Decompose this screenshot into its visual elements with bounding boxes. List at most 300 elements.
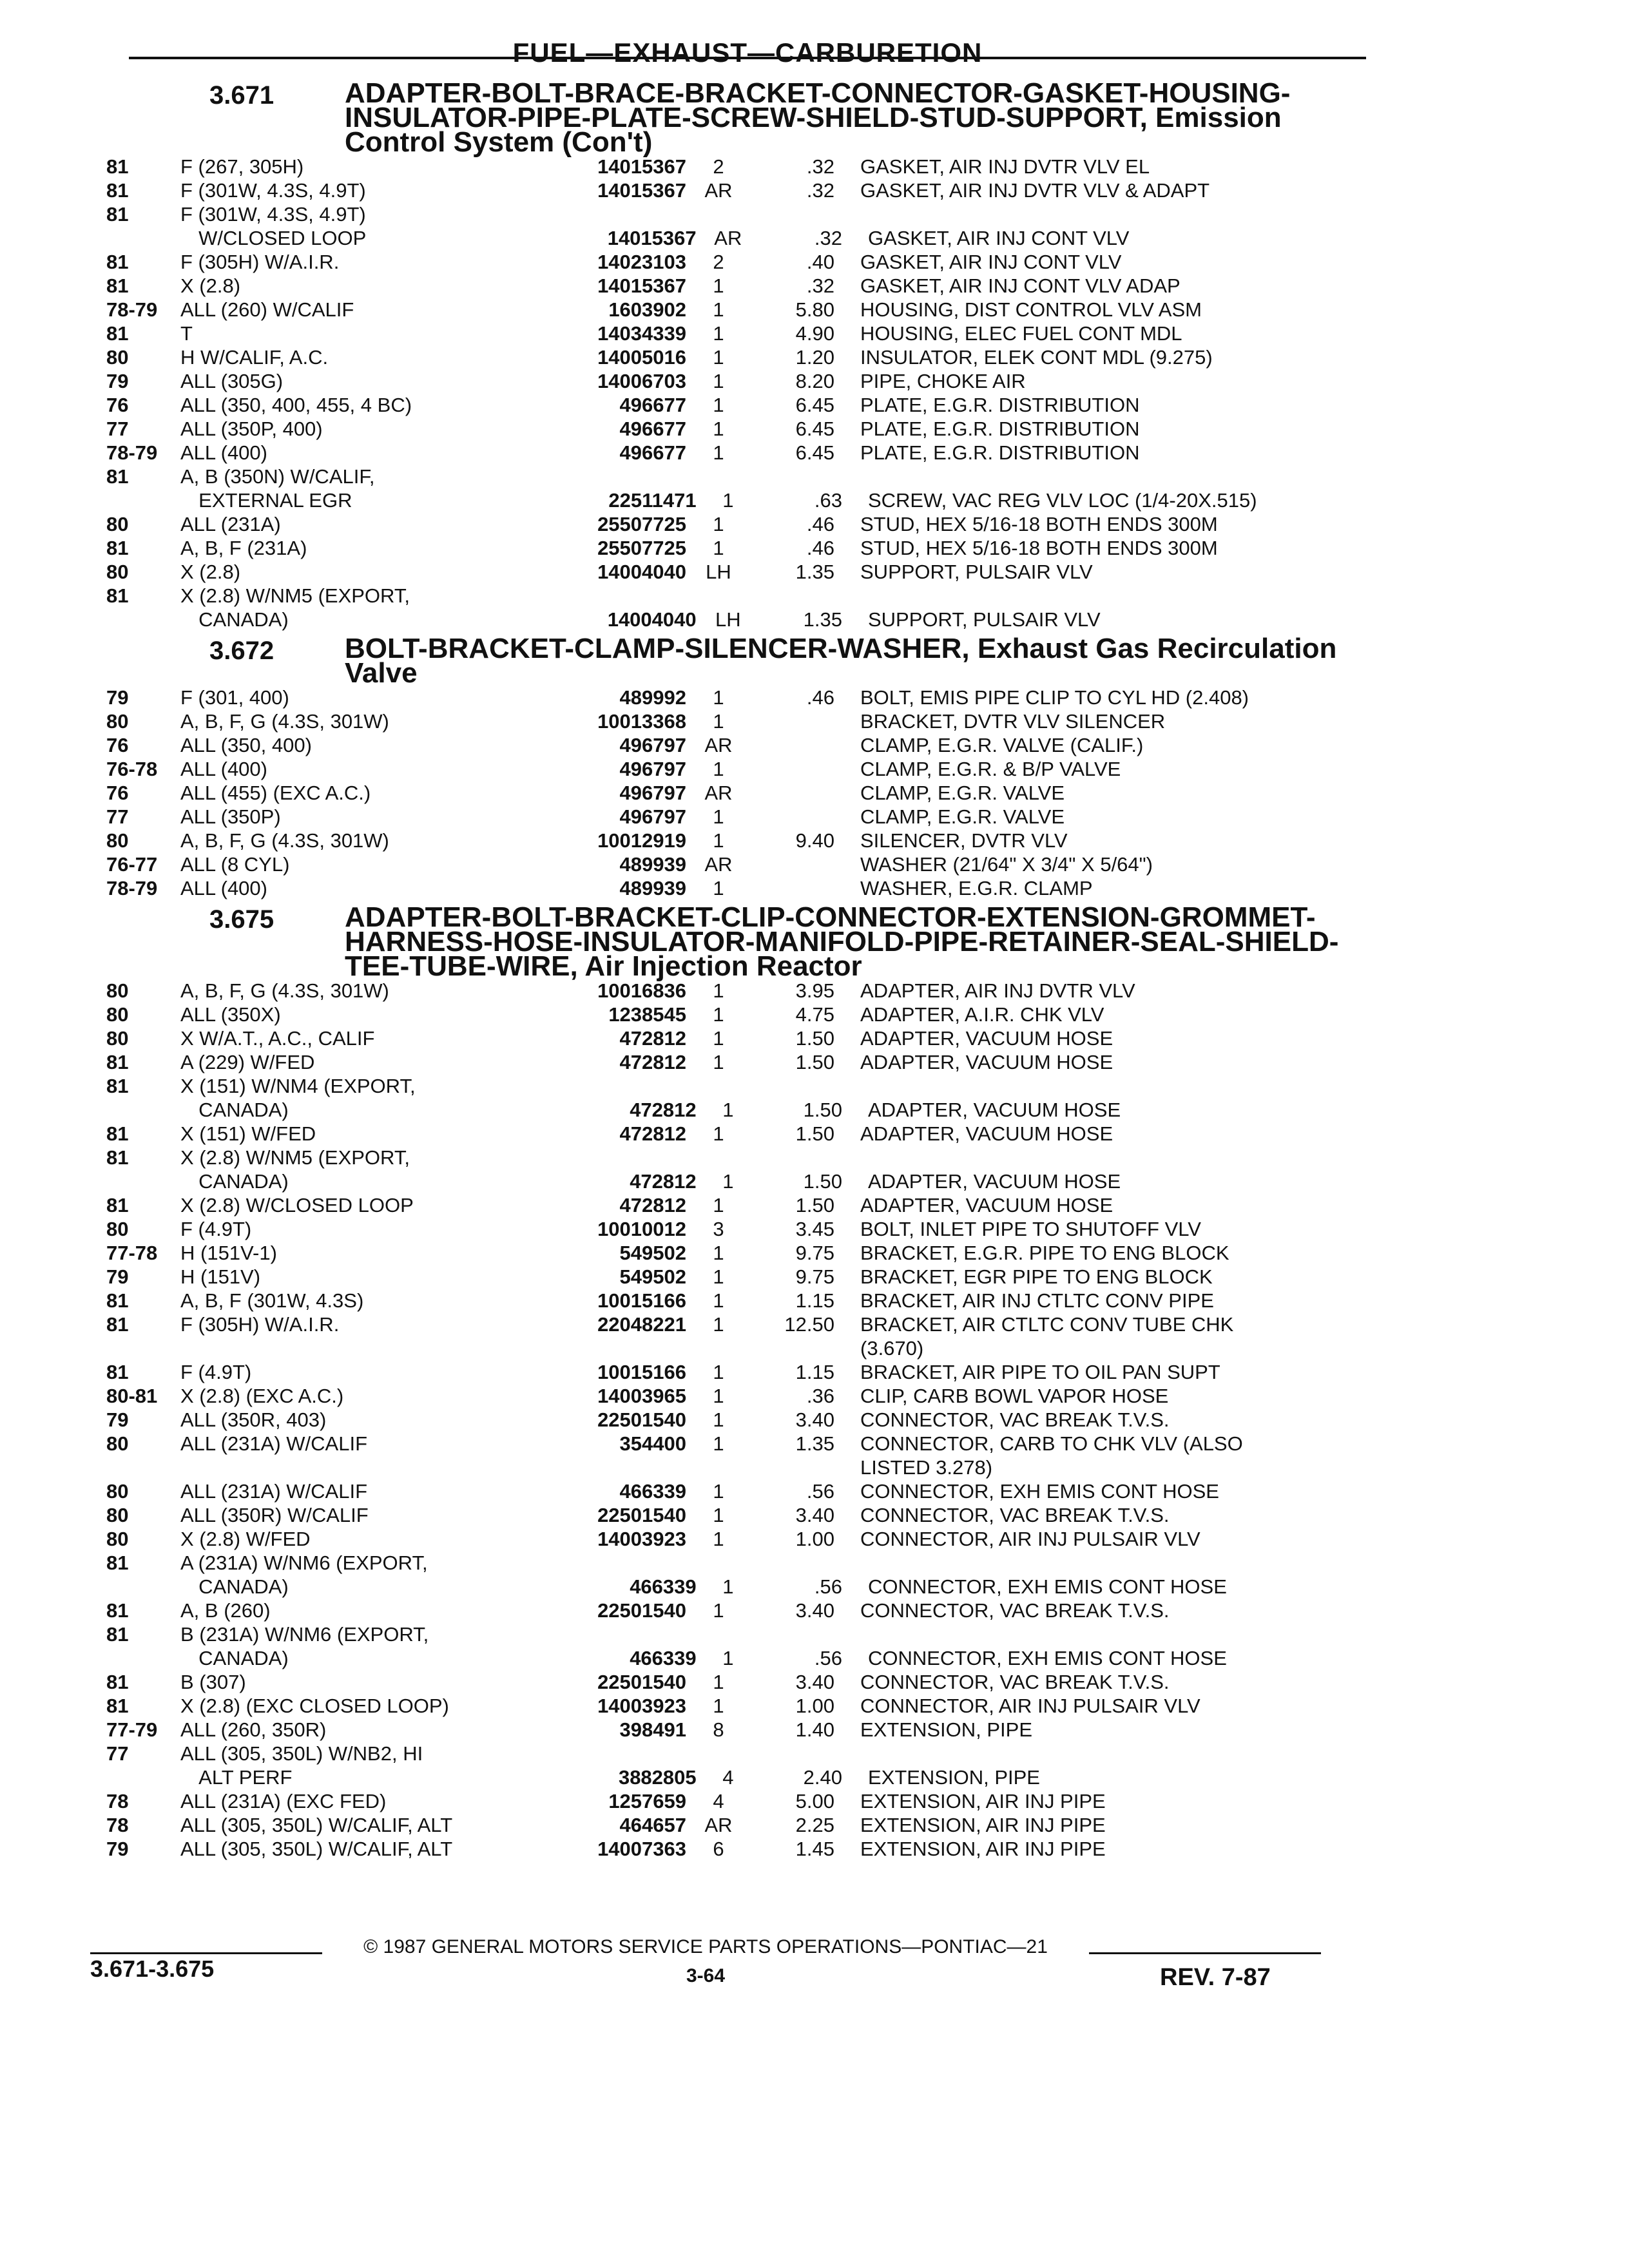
quantity: 1 <box>713 1695 724 1717</box>
model-year <box>106 1098 179 1122</box>
part-number: 14003923 <box>597 1695 686 1717</box>
parts-row <box>106 733 1344 757</box>
parts-row <box>106 1146 1344 1169</box>
application: F (305H) W/A.I.R. <box>180 251 340 273</box>
parts-row <box>106 1718 1344 1742</box>
quantity: 4 <box>722 1766 734 1789</box>
price: 5.00 <box>795 1790 834 1812</box>
application: A, B, F (231A) <box>180 537 307 559</box>
price: 4.75 <box>795 1003 834 1026</box>
price: 5.80 <box>795 298 834 321</box>
quantity <box>686 1146 751 1169</box>
model-year: 80 <box>106 1003 129 1026</box>
parts-row <box>106 1837 1344 1861</box>
part-number: 14023103 <box>597 251 686 273</box>
application: ALL (305, 350L) W/CALIF, ALT <box>180 1814 453 1836</box>
part-description: CONNECTOR, EXH EMIS CONT HOSE <box>867 1575 1227 1598</box>
part-description <box>860 465 1344 488</box>
quantity: 6 <box>713 1838 724 1860</box>
model-year: 77 <box>106 805 129 828</box>
part-description <box>860 1074 1344 1098</box>
application: ALL (350R) W/CALIF <box>180 1504 369 1526</box>
quantity: 1 <box>713 1480 724 1503</box>
price: 1.35 <box>795 1432 834 1455</box>
application: ALL (305G) <box>180 370 284 392</box>
part-description: ADAPTER, VACUUM HOSE <box>860 1051 1113 1073</box>
part-description <box>860 202 1344 226</box>
parts-row <box>106 1646 1344 1670</box>
parts-row <box>106 1169 1344 1193</box>
quantity: AR <box>704 179 733 202</box>
price: 12.50 <box>784 1313 834 1336</box>
price: .56 <box>814 1647 842 1669</box>
model-year: 80 <box>106 710 129 733</box>
parts-row <box>106 686 1344 709</box>
part-number: 466339 <box>630 1575 697 1598</box>
price: 1.00 <box>795 1695 834 1717</box>
application: X (2.8) (EXC A.C.) <box>180 1385 344 1407</box>
model-year: 78 <box>106 1814 129 1836</box>
application: F (4.9T) <box>180 1361 252 1383</box>
model-year: 80 <box>106 1504 129 1526</box>
model-year: 76-78 <box>106 758 158 780</box>
application: CANADA) <box>198 608 289 631</box>
parts-row <box>106 709 1344 733</box>
model-year: 81 <box>106 1552 129 1574</box>
model-year: 81 <box>106 1361 129 1383</box>
quantity: 1 <box>713 394 724 416</box>
parts-row <box>106 488 1344 512</box>
part-number: 14015367 <box>597 274 686 297</box>
part-number: 496677 <box>619 394 686 416</box>
price: .46 <box>806 513 834 535</box>
part-description: GASKET, AIR INJ CONT VLV ADAP <box>860 274 1181 297</box>
parts-row <box>106 274 1344 298</box>
model-year: 76 <box>106 734 129 756</box>
part-number: 466339 <box>630 1647 697 1669</box>
model-year <box>106 1456 180 1479</box>
model-year: 81 <box>106 155 129 178</box>
part-number <box>548 1074 686 1098</box>
part-description: GASKET, AIR INJ DVTR VLV EL <box>860 155 1150 178</box>
model-year: 81 <box>106 1695 129 1717</box>
part-description: BOLT, EMIS PIPE CLIP TO CYL HD (2.408) <box>860 686 1249 709</box>
parts-row <box>106 1384 1344 1408</box>
part-description: GASKET, AIR INJ DVTR VLV & ADAPT <box>860 179 1210 202</box>
part-description: ADAPTER, VACUUM HOSE <box>860 1027 1113 1050</box>
parts-row <box>106 1742 1344 1765</box>
part-description: CONNECTOR, VAC BREAK T.V.S. <box>860 1599 1170 1622</box>
part-number: 10013368 <box>597 710 686 733</box>
price: 1.50 <box>803 1170 842 1193</box>
application: CANADA) <box>198 1647 289 1669</box>
parts-row <box>106 202 1344 226</box>
price: 1.45 <box>795 1838 834 1860</box>
part-description: CONNECTOR, CARB TO CHK VLV (ALSO <box>860 1432 1243 1455</box>
part-description: SILENCER, DVTR VLV <box>860 829 1068 852</box>
price <box>751 781 860 805</box>
application: ALL (8 CYL) <box>180 853 290 876</box>
header-rule <box>129 57 1366 59</box>
application: ALL (260, 350R) <box>180 1718 327 1741</box>
application: X (2.8) <box>180 561 241 583</box>
part-number <box>548 202 686 226</box>
application: H (151V) <box>180 1265 261 1288</box>
part-number: 1238545 <box>608 1003 686 1026</box>
part-description: STUD, HEX 5/16-18 BOTH ENDS 300M <box>860 513 1218 535</box>
application: ALL (260) W/CALIF <box>180 298 354 321</box>
quantity: 1 <box>722 489 734 512</box>
parts-row <box>106 757 1344 781</box>
part-number: 496797 <box>619 782 686 804</box>
part-description: EXTENSION, PIPE <box>860 1718 1033 1741</box>
application: ALL (350, 400) <box>180 734 312 756</box>
part-number: 10015166 <box>597 1361 686 1383</box>
price <box>751 1146 860 1169</box>
part-description: LISTED 3.278) <box>860 1456 993 1479</box>
section-heading <box>106 633 1344 689</box>
footer-rule-right <box>1089 1952 1321 1954</box>
part-number: 549502 <box>619 1265 686 1288</box>
footer-copyright: © 1987 GENERAL MOTORS SERVICE PARTS OPERATIONS—PONTIAC—21 <box>363 1936 1048 1957</box>
part-number: 14004040 <box>607 608 697 631</box>
price: .32 <box>806 179 834 202</box>
model-year: 80 <box>106 346 129 369</box>
price: 1.50 <box>795 1122 834 1145</box>
quantity: 1 <box>722 1575 734 1598</box>
quantity <box>686 1336 751 1360</box>
section-number: 3.672 <box>209 637 275 665</box>
part-number: 22501540 <box>597 1671 686 1693</box>
price: 3.95 <box>795 979 834 1002</box>
price: 4.90 <box>795 322 834 345</box>
model-year: 81 <box>106 1599 129 1622</box>
application: ALL (231A) W/CALIF <box>180 1432 368 1455</box>
price: 3.40 <box>795 1671 834 1693</box>
footer-section-range: 3.671-3.675 <box>90 1956 215 1982</box>
model-year <box>106 1575 179 1599</box>
part-description: EXTENSION, AIR INJ PIPE <box>860 1814 1106 1836</box>
parts-row <box>106 345 1344 369</box>
part-description: GASKET, AIR INJ CONT VLV <box>860 251 1122 273</box>
part-description <box>860 1551 1344 1575</box>
part-description: (3.670) <box>860 1337 924 1360</box>
parts-row <box>106 250 1344 274</box>
model-year: 81 <box>106 274 129 297</box>
part-number: 14015367 <box>597 179 686 202</box>
application: A (231A) W/NM6 (EXPORT, <box>180 1552 428 1574</box>
part-description: INSULATOR, ELEK CONT MDL (9.275) <box>860 346 1213 369</box>
model-year: 77-78 <box>106 1242 158 1264</box>
part-description: CLIP, CARB BOWL VAPOR HOSE <box>860 1385 1169 1407</box>
model-year <box>106 608 179 631</box>
price: 3.40 <box>795 1504 834 1526</box>
model-year: 77 <box>106 1742 129 1765</box>
part-number: 3882805 <box>618 1766 697 1789</box>
application: ALL (231A) W/CALIF <box>180 1480 368 1503</box>
part-number: 22511471 <box>608 489 697 512</box>
part-number: 472812 <box>619 1122 686 1145</box>
application: B (231A) W/NM6 (EXPORT, <box>180 1623 429 1646</box>
part-number: 14006703 <box>597 370 686 392</box>
model-year <box>106 488 179 512</box>
quantity: 4 <box>713 1790 724 1812</box>
quantity: 1 <box>713 1408 724 1431</box>
part-number: 496797 <box>619 758 686 780</box>
part-description: CONNECTOR, EXH EMIS CONT HOSE <box>867 1647 1227 1669</box>
quantity: 2 <box>713 251 724 273</box>
parts-row <box>106 1122 1344 1146</box>
section-title-block <box>345 633 1344 689</box>
part-description: CONNECTOR, VAC BREAK T.V.S. <box>860 1671 1170 1693</box>
part-number <box>548 465 686 488</box>
quantity: 1 <box>713 1051 724 1073</box>
part-description: BRACKET, EGR PIPE TO ENG BLOCK <box>860 1265 1213 1288</box>
part-description: PLATE, E.G.R. DISTRIBUTION <box>860 418 1140 440</box>
section-title-block <box>345 77 1344 158</box>
price: 1.00 <box>795 1528 834 1550</box>
part-number: 14005016 <box>597 346 686 369</box>
application: CANADA) <box>198 1170 289 1193</box>
model-year: 77-79 <box>106 1718 158 1741</box>
application: X (2.8) W/FED <box>180 1528 311 1550</box>
price: 6.45 <box>795 418 834 440</box>
quantity <box>686 1551 751 1575</box>
part-description: ADAPTER, VACUUM HOSE <box>867 1099 1121 1121</box>
price: 6.45 <box>795 441 834 464</box>
price: 3.40 <box>795 1599 834 1622</box>
part-description: CLAMP, E.G.R. VALVE <box>860 805 1065 828</box>
parts-row <box>106 1312 1344 1336</box>
part-description <box>860 1146 1344 1169</box>
parts-row <box>106 1694 1344 1718</box>
model-year: 80 <box>106 829 129 852</box>
model-year: 81 <box>106 1313 129 1336</box>
price: 9.75 <box>795 1265 834 1288</box>
quantity: 1 <box>713 877 724 899</box>
quantity: 1 <box>722 1099 734 1121</box>
model-year: 80 <box>106 561 129 583</box>
application: CANADA) <box>198 1099 289 1121</box>
application: ALL (400) <box>180 758 267 780</box>
parts-row <box>106 876 1344 900</box>
price: 1.15 <box>795 1289 834 1312</box>
part-description: HOUSING, ELEC FUEL CONT MDL <box>860 322 1182 345</box>
quantity: AR <box>704 1814 733 1836</box>
quantity: 1 <box>713 370 724 392</box>
footer-revision: REV. 7-87 <box>1160 1964 1271 1991</box>
part-description: PLATE, E.G.R. DISTRIBUTION <box>860 441 1140 464</box>
price: .32 <box>806 274 834 297</box>
model-year: 80 <box>106 1528 129 1550</box>
quantity <box>686 1622 751 1646</box>
parts-row <box>106 1241 1344 1265</box>
part-description: SUPPORT, PULSAIR VLV <box>867 608 1101 631</box>
model-year: 81 <box>106 1075 129 1097</box>
price: .32 <box>814 227 842 249</box>
part-number <box>548 1622 686 1646</box>
part-number: 549502 <box>619 1242 686 1264</box>
parts-row <box>106 1360 1344 1384</box>
part-description: GASKET, AIR INJ CONT VLV <box>867 227 1130 249</box>
application: ALL (231A) (EXC FED) <box>180 1790 387 1812</box>
part-number: 10012919 <box>597 829 686 852</box>
part-description: BRACKET, DVTR VLV SILENCER <box>860 710 1166 733</box>
part-description <box>860 1742 1344 1765</box>
quantity: 1 <box>713 1361 724 1383</box>
part-description: CLAMP, E.G.R. VALVE (CALIF.) <box>860 734 1144 756</box>
page-header: FUEL—EXHAUST—CARBURETION <box>512 37 983 68</box>
application: B (307) <box>180 1671 246 1693</box>
part-description: CONNECTOR, AIR INJ PULSAIR VLV <box>860 1695 1200 1717</box>
price: .40 <box>806 251 834 273</box>
price <box>751 757 860 781</box>
price <box>751 852 860 876</box>
price <box>751 1456 860 1479</box>
parts-row <box>106 1432 1344 1456</box>
parts-row <box>106 1193 1344 1217</box>
application: ALL (350X) <box>180 1003 281 1026</box>
parts-row <box>106 979 1344 1003</box>
quantity: 1 <box>713 1432 724 1455</box>
model-year: 81 <box>106 1122 129 1145</box>
price <box>751 1074 860 1098</box>
quantity: AR <box>704 853 733 876</box>
part-description <box>860 584 1344 608</box>
quantity: 1 <box>713 1504 724 1526</box>
quantity: 1 <box>713 322 724 345</box>
application: X (151) W/NM4 (EXPORT, <box>180 1075 416 1097</box>
price <box>751 876 860 900</box>
application: F (267, 305H) <box>180 155 304 178</box>
parts-row <box>106 155 1344 178</box>
section-heading <box>106 77 1344 158</box>
model-year: 79 <box>106 1408 129 1431</box>
parts-row <box>106 1670 1344 1694</box>
part-number: 354400 <box>619 1432 686 1455</box>
application: W/CLOSED LOOP <box>198 227 367 249</box>
section-subtitle: Emission Control System (Con't) <box>345 102 1282 158</box>
model-year: 79 <box>106 1265 129 1288</box>
part-number: 472812 <box>619 1194 686 1216</box>
part-number: 489939 <box>619 853 686 876</box>
part-number <box>548 1742 686 1765</box>
model-year <box>106 1169 179 1193</box>
part-description: CONNECTOR, VAC BREAK T.V.S. <box>860 1408 1170 1431</box>
part-number: 1257659 <box>608 1790 686 1812</box>
price: 1.40 <box>795 1718 834 1741</box>
parts-row <box>106 1217 1344 1241</box>
model-year: 78-79 <box>106 441 158 464</box>
parts-row <box>106 1789 1344 1813</box>
quantity: 1 <box>713 805 724 828</box>
application: F (4.9T) <box>180 1218 252 1240</box>
section-title: BOLT-BRACKET-CLAMP-SILENCER-WASHER, <box>345 633 970 664</box>
application: EXTERNAL EGR <box>198 489 352 512</box>
model-year: 81 <box>106 465 129 488</box>
quantity: 1 <box>722 1170 734 1193</box>
price: 9.40 <box>795 829 834 852</box>
part-description: WASHER, E.G.R. CLAMP <box>860 877 1093 899</box>
application <box>180 1336 548 1360</box>
price <box>751 1742 860 1765</box>
quantity: 1 <box>713 1313 724 1336</box>
part-description: EXTENSION, AIR INJ PIPE <box>860 1790 1106 1812</box>
part-number: 466339 <box>619 1480 686 1503</box>
part-description: ADAPTER, VACUUM HOSE <box>867 1170 1121 1193</box>
quantity: 8 <box>713 1718 724 1741</box>
application: ALL (350P, 400) <box>180 418 323 440</box>
part-number <box>548 1456 686 1479</box>
application: ALL (305, 350L) W/NB2, HI <box>180 1742 423 1765</box>
part-number <box>548 1336 686 1360</box>
price: .46 <box>806 537 834 559</box>
part-description: STUD, HEX 5/16-18 BOTH ENDS 300M <box>860 537 1218 559</box>
quantity: 1 <box>713 1671 724 1693</box>
part-description: ADAPTER, VACUUM HOSE <box>860 1122 1113 1145</box>
part-description <box>860 1622 1344 1646</box>
application: ALT PERF <box>198 1766 293 1789</box>
model-year: 81 <box>106 1194 129 1216</box>
price: .56 <box>806 1480 834 1503</box>
part-description: HOUSING, DIST CONTROL VLV ASM <box>860 298 1202 321</box>
part-description: EXTENSION, PIPE <box>867 1766 1040 1789</box>
part-number: 14003965 <box>597 1385 686 1407</box>
model-year: 81 <box>106 322 129 345</box>
application: F (301, 400) <box>180 686 289 709</box>
parts-row <box>106 560 1344 584</box>
application: X (2.8) (EXC CLOSED LOOP) <box>180 1695 449 1717</box>
quantity: 1 <box>713 346 724 369</box>
part-number: 14015367 <box>597 155 686 178</box>
model-year: 78-79 <box>106 298 158 321</box>
model-year: 80 <box>106 1218 129 1240</box>
model-year: 81 <box>106 1623 129 1646</box>
model-year: 76 <box>106 394 129 416</box>
application: ALL (400) <box>180 441 267 464</box>
quantity <box>686 1456 751 1479</box>
model-year: 81 <box>106 203 129 226</box>
application: A, B, F, G (4.3S, 301W) <box>180 829 389 852</box>
parts-row <box>106 465 1344 488</box>
part-number <box>548 1551 686 1575</box>
application: X W/A.T., A.C., CALIF <box>180 1027 375 1050</box>
part-number: 22501540 <box>597 1599 686 1622</box>
model-year <box>106 1646 179 1670</box>
price: .56 <box>814 1575 842 1598</box>
application: X (2.8) W/NM5 (EXPORT, <box>180 1146 410 1169</box>
application: X (151) W/FED <box>180 1122 316 1145</box>
quantity: 1 <box>713 1265 724 1288</box>
section-number: 3.671 <box>209 81 275 110</box>
model-year: 80-81 <box>106 1385 158 1407</box>
part-description: CONNECTOR, VAC BREAK T.V.S. <box>860 1504 1170 1526</box>
part-number: 489939 <box>619 877 686 899</box>
part-number: 14034339 <box>597 322 686 345</box>
parts-row <box>106 1622 1344 1646</box>
model-year <box>106 1336 180 1360</box>
quantity: 1 <box>713 441 724 464</box>
parts-row <box>106 584 1344 608</box>
price: 1.15 <box>795 1361 834 1383</box>
parts-row <box>106 1813 1344 1837</box>
part-number <box>548 1146 686 1169</box>
part-number: 22501540 <box>597 1504 686 1526</box>
model-year: 81 <box>106 1051 129 1073</box>
parts-row <box>106 1575 1344 1599</box>
quantity: 1 <box>713 1122 724 1145</box>
price <box>751 1622 860 1646</box>
